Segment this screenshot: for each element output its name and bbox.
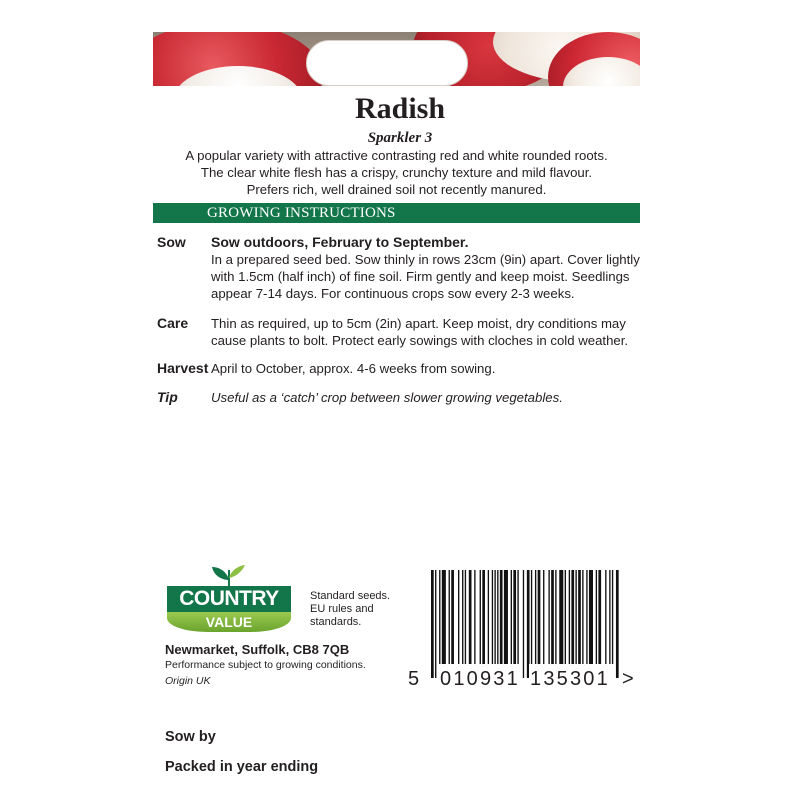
sow-by-label: Sow by (165, 729, 216, 745)
barcode-bar (575, 570, 576, 678)
standard-line: standards. (310, 616, 362, 628)
standard-line: Standard seeds. (310, 590, 391, 602)
harvest-body (211, 360, 641, 377)
barcode-bar (497, 570, 498, 678)
growing-instructions-banner: GROWING INSTRUCTIONS (153, 203, 640, 223)
barcode-bar (551, 570, 554, 678)
barcode-bar (511, 570, 512, 678)
barcode-bar (598, 570, 601, 678)
barcode-first-digit: 5 (408, 668, 420, 690)
performance-note: Performance subject to growing conditions. (165, 659, 366, 671)
barcode-bar (500, 570, 503, 678)
care-line: cause plants to bolt. Protect early sowings with cloches in cold weather. (211, 333, 629, 348)
barcode-bar (612, 570, 613, 678)
description-line: The clear white flesh has a crispy, crunchy texture and mild flavour. (200, 165, 593, 180)
barcode-bar (616, 570, 619, 678)
barcode-bar (431, 570, 434, 678)
barcode-bar (488, 570, 489, 678)
barcode-end-mark: > (622, 668, 635, 690)
sow-label: Sow (157, 234, 186, 250)
barcode-bar (569, 570, 570, 678)
sow-line: appear 7-14 days. For continuous crops sow every 2-3 weeks. (211, 286, 575, 301)
barcode (431, 570, 621, 678)
tip-text: Useful as a ‘catch’ crop between slower growing vegetables. (211, 390, 563, 405)
care-line: Thin as required, up to 5cm (2in) apart. Keep moist, dry conditions may (211, 316, 626, 331)
barcode-bar (538, 570, 541, 678)
product-variety: Sparkler 3 (367, 130, 433, 146)
packed-label: Packed in year ending (165, 759, 319, 775)
barcode-bar (439, 570, 440, 678)
barcode-bar (482, 570, 485, 678)
barcode-bar (543, 570, 544, 678)
barcode-bar (442, 570, 446, 678)
harvest-text: April to October, approx. 4-6 weeks from sowing. (211, 361, 496, 376)
barcode-bar (571, 570, 574, 678)
sow-line: In a prepared seed bed. Sow thinly in rows 23cm (9in) apart. Cover lightly (211, 252, 640, 267)
product-description (153, 147, 640, 198)
barcode-bar (435, 570, 436, 678)
barcode-bar (469, 570, 472, 678)
barcode-bar (609, 570, 610, 678)
barcode-bar (451, 570, 454, 678)
barcode-bar (586, 570, 587, 678)
barcode-bar (596, 570, 597, 678)
description-line: A popular variety with attractive contrasting red and white rounded roots. (185, 148, 608, 163)
description-line: Prefers rich, well drained soil not recently manured. (246, 182, 547, 197)
barcode-right-digits: 135301 (530, 668, 610, 690)
barcode-bar (513, 570, 516, 678)
barcode-bar (578, 570, 581, 678)
harvest-label: Harvest (157, 360, 209, 376)
barcode-bar (462, 570, 463, 678)
barcode-bar (474, 570, 475, 678)
barcode-bar (555, 570, 556, 678)
logo-value-text: VALUE (167, 612, 291, 632)
barcode-bar (458, 570, 459, 678)
logo-country-text: COUNTRY (167, 586, 291, 612)
hang-hole (306, 40, 468, 86)
barcode-bar (565, 570, 566, 678)
barcode-bar (465, 570, 466, 678)
barcode-left-digits: 010931 (440, 668, 520, 690)
sow-line: with 1.5cm (half inch) of fine soil. Firm gently and keep moist. Seedlings (211, 269, 630, 284)
barcode-bar (449, 570, 450, 678)
country-value-logo (167, 564, 291, 632)
standard-seeds-note (310, 590, 390, 629)
barcode-bar (548, 570, 549, 678)
barcode-bar (517, 570, 518, 678)
barcode-bar (559, 570, 563, 678)
barcode-bar (605, 570, 606, 678)
barcode-bar (494, 570, 495, 678)
product-title: Radish (354, 92, 446, 125)
standard-line: EU rules and (310, 603, 374, 615)
barcode-bar (480, 570, 481, 678)
tip-body (211, 389, 641, 406)
barcode-bar (589, 570, 593, 678)
barcode-bar (504, 570, 508, 678)
leaf-icon (204, 564, 254, 588)
care-body (211, 315, 641, 349)
origin-note: Origin UK (165, 675, 211, 687)
care-label: Care (157, 315, 189, 331)
barcode-bar (531, 570, 532, 678)
barcode-bar (535, 570, 536, 678)
barcode-bar (523, 570, 524, 678)
barcode-bar (492, 570, 493, 678)
barcode-bar (527, 570, 530, 678)
sow-body (211, 234, 641, 302)
company-address: Newmarket, Suffolk, CB8 7QB (165, 642, 350, 657)
barcode-bar (582, 570, 583, 678)
sow-heading: Sow outdoors, February to September. (211, 234, 469, 250)
tip-label: Tip (157, 389, 178, 405)
